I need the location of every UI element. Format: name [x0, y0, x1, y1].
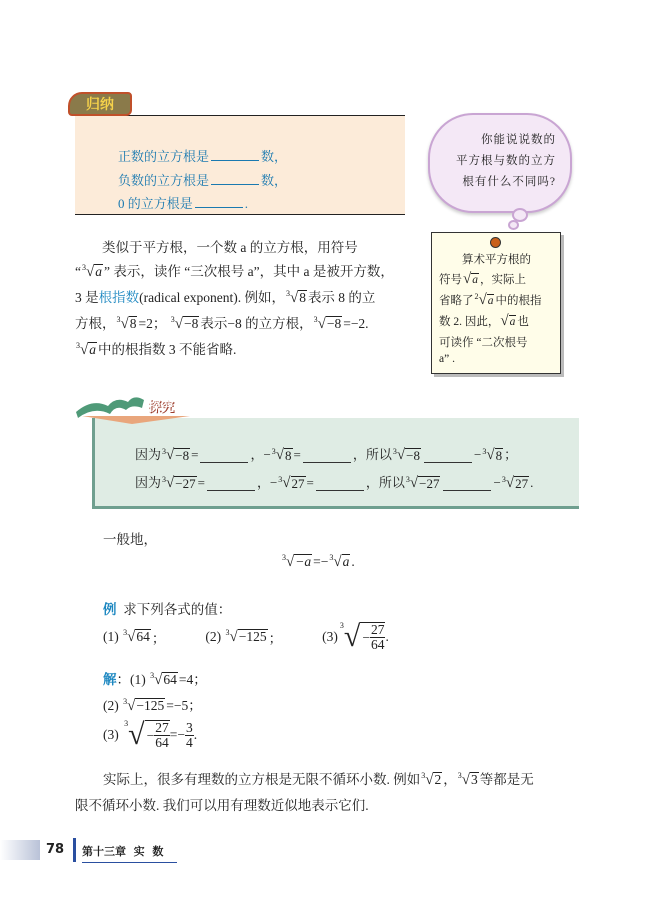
- root-index: 3: [457, 771, 462, 781]
- answer-blank: [316, 478, 364, 491]
- closing-line-2: 限不循环小数. 我们可以用有理数近似地表示它们.: [75, 798, 369, 813]
- text-span: =−: [313, 554, 329, 569]
- text-span: 中的根指: [495, 295, 542, 307]
- explore-line-1: [135, 444, 517, 463]
- answer-blank: [424, 450, 472, 463]
- text-span: =4；: [178, 672, 207, 687]
- text-span: 中的根指数 3 不能省略.: [97, 342, 237, 357]
- text-span: ；: [504, 447, 518, 462]
- text-span: .: [385, 629, 389, 645]
- text-span: ：: [116, 672, 130, 687]
- summary-badge: 归纳: [68, 92, 132, 116]
- text-span: −8: [183, 316, 199, 332]
- radical-sign-icon: √: [275, 447, 285, 463]
- text-span: −8: [175, 447, 190, 463]
- text-span: 0 的立方根是: [118, 196, 193, 211]
- text-span: [360, 622, 385, 652]
- root-index: 3: [271, 446, 276, 456]
- text-span: −125: [136, 698, 165, 714]
- radical-expression: [500, 314, 516, 329]
- root-index: 3: [150, 671, 155, 681]
- radical-sign-icon: √: [86, 264, 95, 280]
- answer-blank: [303, 450, 351, 463]
- root-index: 3: [162, 446, 167, 456]
- text-span: (1): [130, 672, 146, 687]
- text-span: −8: [406, 447, 420, 463]
- root-index: 3: [392, 446, 397, 456]
- text-span: .: [351, 554, 355, 569]
- thought-cloud: [428, 113, 572, 213]
- text-span: [82, 416, 190, 424]
- term-radical-exponent: 根指数: [98, 290, 140, 305]
- radical-expression: [329, 554, 350, 570]
- radical-sign-icon: √: [166, 447, 175, 463]
- para-line-5: [75, 338, 236, 358]
- radical-expression: [162, 448, 190, 463]
- text-span: a: [487, 295, 494, 308]
- para-line-1: 类似于平方根，一个数 a 的立方根，用符号: [102, 240, 358, 255]
- text-span: 27: [370, 622, 385, 637]
- root-index: 3: [329, 553, 334, 563]
- text-span: =−5；: [166, 698, 202, 713]
- example-items: [103, 622, 389, 652]
- radical-sign-icon: √: [127, 629, 136, 646]
- text-span: 因为: [135, 447, 162, 462]
- radical-sign-icon: √: [425, 772, 434, 788]
- cloud-line-3: 根有什么不同吗?: [462, 176, 556, 188]
- text-span: −27: [419, 475, 440, 491]
- text-span: .: [244, 196, 249, 211]
- radical-expression: [225, 629, 267, 645]
- radical-expression: [123, 698, 165, 714]
- radical-expression: [406, 476, 441, 491]
- root-index: 3: [162, 474, 167, 484]
- radical-sign-icon: √: [282, 475, 291, 491]
- fraction: [370, 622, 389, 653]
- text-span: a: [89, 342, 96, 358]
- general-formula: [281, 554, 355, 570]
- radical-sign-icon: √: [128, 718, 145, 752]
- radical-expression: [475, 293, 495, 308]
- answer-blank: [200, 450, 248, 463]
- text-span: =2；: [138, 316, 167, 331]
- root-index: 3: [482, 446, 487, 456]
- text-span: (2): [205, 629, 222, 645]
- radical-sign-icon: √: [127, 698, 136, 714]
- explore-badge: [72, 392, 190, 424]
- radical-sign-icon: √: [80, 342, 89, 358]
- radical-sign-icon: √: [486, 447, 495, 463]
- note-line: [439, 313, 529, 329]
- root-index: 3: [76, 341, 80, 351]
- root-index: 3: [339, 621, 344, 630]
- text-span: =: [197, 475, 205, 490]
- answer-blank: [211, 148, 259, 161]
- radical-sign-icon: √: [120, 316, 129, 332]
- radical-sign-icon: √: [333, 554, 342, 570]
- page-number: 78: [46, 842, 65, 857]
- radical-expression: [82, 264, 103, 280]
- radical-expression: [463, 272, 479, 287]
- radical-expression: [123, 629, 151, 645]
- text-span: a: [509, 316, 516, 329]
- summary-box: [75, 115, 405, 215]
- radical-sign-icon: √: [286, 554, 295, 570]
- answer-blank: [211, 172, 259, 185]
- text-span: 所以: [378, 475, 405, 490]
- text-span: 数 2. 因此，: [439, 316, 500, 328]
- text-span: −a: [295, 554, 312, 570]
- radical-sign-icon: √: [317, 316, 326, 332]
- explore-box: [92, 418, 579, 509]
- fraction: [185, 721, 194, 750]
- answer-blank: [443, 478, 491, 491]
- text-span: 8: [129, 316, 137, 332]
- text-span: 方根，: [75, 316, 116, 331]
- text-span: (3): [103, 727, 119, 743]
- text-span: −: [473, 447, 482, 462]
- text-span: ，: [365, 475, 379, 490]
- text-span: −: [362, 629, 370, 645]
- root-index: 3: [405, 474, 410, 484]
- root-index: 3: [421, 771, 426, 781]
- root-index: 3: [225, 628, 230, 638]
- root-index: 3: [123, 697, 128, 707]
- text-span: [145, 720, 170, 750]
- cloud-bubble: [508, 220, 519, 230]
- text-span: =: [293, 447, 301, 462]
- radical-expression: [272, 448, 293, 463]
- radical-sign-icon: √: [461, 772, 470, 788]
- answer-blank: [207, 478, 255, 491]
- summary-line-3: [118, 193, 248, 212]
- text-span: 8: [285, 447, 292, 463]
- text-span: 27: [515, 475, 529, 491]
- radical-sign-icon: √: [174, 316, 183, 332]
- text-span: 64: [136, 629, 150, 645]
- text-span: 8: [495, 447, 503, 463]
- text-span: 求下列各式的值：: [123, 602, 232, 617]
- footer-divider: [73, 838, 76, 862]
- text-span: 27: [155, 720, 169, 735]
- text-span: 数，: [261, 149, 288, 164]
- root-index: 3: [170, 315, 175, 325]
- answer-blank: [195, 195, 243, 208]
- root-index: 3: [313, 315, 318, 325]
- radical-sign-icon: √: [154, 672, 163, 688]
- root-index: 3: [278, 474, 283, 484]
- text-span: 2: [434, 772, 442, 788]
- note-line: 算术平方根的: [462, 254, 531, 266]
- root-index: 3: [282, 553, 286, 563]
- general-intro: 一般地，: [103, 532, 157, 547]
- text-span: ；: [151, 631, 166, 647]
- root-index: 3: [123, 628, 128, 638]
- text-span: ，实际上: [479, 274, 526, 286]
- cloud-line-2: 平方根与数的立方: [456, 155, 556, 167]
- text-span: 正数的立方根是: [118, 149, 210, 164]
- text-span: a: [95, 264, 102, 280]
- solution-2: [103, 694, 202, 714]
- radical-sign-icon: √: [463, 271, 472, 287]
- root-index: 3: [501, 474, 506, 484]
- radical-sign-icon: √: [289, 290, 299, 306]
- text-span: 因为: [135, 475, 162, 490]
- text-span: 数，: [261, 173, 288, 188]
- chapter-title: 第十三章 实 数: [82, 843, 177, 863]
- summary-line-2: [118, 170, 287, 189]
- text-span: (1): [103, 629, 119, 645]
- text-span: =: [306, 475, 314, 490]
- cloud-line-1: 你能说说数的: [481, 134, 556, 146]
- radical-sign-icon: √: [396, 447, 406, 463]
- radical-sign-icon: √: [478, 292, 487, 308]
- radical-sign-icon: √: [505, 475, 515, 491]
- footer-bar: [0, 840, 40, 860]
- radical-expression: [286, 290, 307, 306]
- solution-1: [103, 668, 207, 688]
- text-span: 3 是: [75, 290, 99, 305]
- text-span: −: [146, 727, 155, 743]
- text-span: a: [342, 554, 350, 570]
- text-span: 解: [103, 672, 117, 687]
- text-span: 也: [517, 316, 529, 328]
- text-span: =−: [169, 727, 185, 743]
- note-line: 可读作 “二次根号: [439, 337, 528, 349]
- text-span: .: [530, 475, 534, 490]
- example-heading: [103, 598, 231, 618]
- text-span: −: [493, 475, 501, 490]
- radical-expression: [393, 448, 421, 463]
- text-span: .: [193, 727, 198, 743]
- text-span: −8: [326, 316, 342, 332]
- text-span: −: [263, 447, 271, 462]
- radical-expression: [150, 672, 178, 688]
- text-span: 表示−8 的立方根，: [200, 316, 313, 331]
- radical-sign-icon: √: [409, 475, 419, 491]
- text-span: 表示 8 的立: [307, 290, 376, 305]
- text-span: ，: [352, 447, 366, 462]
- text-span: 省略了: [439, 295, 474, 307]
- text-span: “: [75, 264, 81, 279]
- radical-expression: [339, 620, 389, 654]
- para-line-2: [75, 260, 394, 280]
- radical-expression: [421, 772, 442, 788]
- radical-expression: [162, 476, 197, 491]
- text-span: =: [191, 447, 199, 462]
- radical-expression: [482, 448, 503, 463]
- radical-expression: [124, 720, 170, 750]
- radical-expression: [314, 316, 343, 332]
- text-span: 27: [291, 475, 305, 491]
- fraction: [154, 721, 170, 750]
- text-span: −125: [238, 629, 267, 645]
- radical-expression: [278, 476, 305, 491]
- para-line-3: [75, 286, 375, 306]
- root-index: 3: [82, 263, 86, 273]
- radical-expression: [171, 316, 200, 332]
- explore-badge-label: 探究: [148, 400, 175, 415]
- text-span: ” 表示，读作 “三次根号 a”，其中 a 是被开方数，: [103, 264, 394, 279]
- solution-3: [103, 720, 197, 750]
- side-note: [431, 232, 561, 374]
- radical-sign-icon: √: [343, 620, 361, 654]
- radical-expression: [117, 316, 138, 332]
- note-line: a” .: [439, 353, 455, 365]
- text-span: ，: [443, 772, 457, 787]
- pin-icon: [490, 237, 501, 248]
- text-span: (3): [322, 629, 338, 645]
- text-span: =−2.: [343, 316, 369, 331]
- text-span: ，: [250, 447, 264, 462]
- text-span: 例: [103, 602, 117, 617]
- text-span: (2): [103, 698, 119, 713]
- text-span: 8: [299, 290, 306, 306]
- text-span: −27: [175, 475, 196, 491]
- root-index: 3: [124, 719, 129, 728]
- text-span: [76, 397, 144, 418]
- text-span: (radical exponent). 例如，: [139, 290, 285, 305]
- text-span: 所以: [365, 447, 392, 462]
- para-line-4: [75, 312, 369, 332]
- text-span: ；: [268, 631, 283, 647]
- text-span: 等都是无: [479, 772, 534, 787]
- text-span: 实际上，很多有理数的立方根是无限不循环小数. 例如: [103, 772, 421, 787]
- root-index: 3: [285, 289, 290, 299]
- closing-line-1: [103, 768, 534, 788]
- radical-sign-icon: √: [229, 629, 238, 646]
- text-span: 64: [155, 735, 169, 751]
- note-line: [439, 292, 541, 308]
- text-span: 64: [370, 637, 385, 653]
- text-span: a: [472, 274, 478, 287]
- text-span: 4: [185, 734, 193, 750]
- root-index: 3: [116, 315, 121, 325]
- radical-expression: [282, 554, 312, 570]
- radical-expression: [502, 476, 529, 491]
- text-span: 符号: [439, 274, 462, 286]
- root-index: 2: [474, 292, 479, 301]
- radical-expression: [76, 342, 97, 358]
- radical-sign-icon: √: [500, 313, 509, 329]
- text-span: 3: [185, 719, 193, 735]
- radical-sign-icon: √: [166, 475, 175, 491]
- note-line: [439, 271, 526, 287]
- text-span: −: [269, 475, 278, 490]
- radical-expression: [458, 772, 479, 788]
- text-span: 负数的立方根是: [118, 173, 210, 188]
- text-span: ，: [256, 475, 270, 490]
- text-span: 64: [163, 672, 177, 688]
- text-span: 3: [470, 772, 478, 788]
- explore-line-2: [135, 472, 533, 491]
- summary-line-1: [118, 146, 287, 165]
